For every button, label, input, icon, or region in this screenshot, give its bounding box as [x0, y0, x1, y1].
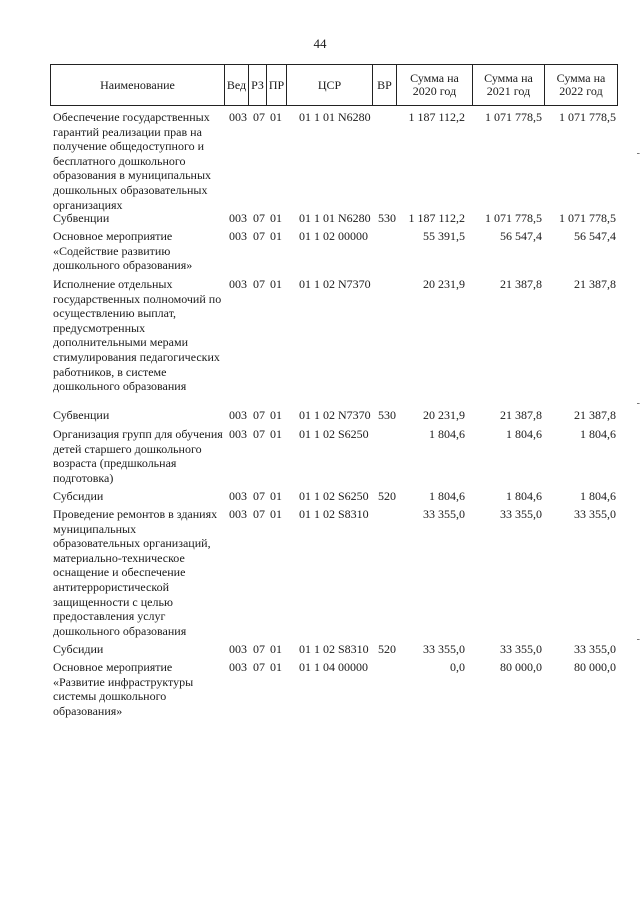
row-ved: 003 — [229, 277, 247, 291]
row-sum2022: 1 071 778,5 — [559, 110, 616, 124]
row-rz: 07 — [253, 277, 265, 291]
header-vr: ВР — [372, 64, 396, 106]
row-ved: 003 — [229, 427, 247, 441]
row-sum2020: 0,0 — [450, 660, 465, 674]
row-sum2022: 21 387,8 — [574, 277, 616, 291]
row-name: Основное мероприятие «Развитие инфраструктуры системы дошкольного образования» — [53, 660, 194, 718]
row-sum2022: 21 387,8 — [574, 408, 616, 422]
row-csr: 01 1 02 S8310 — [299, 642, 369, 656]
row-vr: 530 — [378, 408, 396, 422]
row-rz: 07 — [253, 110, 265, 124]
row-pr: 01 — [270, 507, 282, 521]
row-name: Проведение ремонтов в зданиях муниципальных образовательных организаций, материально-техническое оснащение и обеспечение антитеррористической защищенности с целью предоставления услуг дошкольного образования — [53, 507, 218, 638]
row-ved: 003 — [229, 408, 247, 422]
row-sum2022: 1 804,6 — [580, 427, 616, 441]
row-name: Исполнение отдельных государственных полномочий по осуществлению выплат, предусмотренных дополнительными мерами стимулирования педагогических работников, в системе дошкольного образования — [53, 277, 222, 394]
row-sum2022: 56 547,4 — [574, 229, 616, 243]
row-sum2021: 1 071 778,5 — [485, 211, 542, 225]
row-pr: 01 — [270, 229, 282, 243]
header-sum2021: Сумма на 2021 год — [472, 64, 544, 106]
row-ved: 003 — [229, 110, 247, 124]
scan-mark: ‑ — [636, 398, 640, 409]
row-sum2021: 1 804,6 — [506, 427, 542, 441]
row-rz: 07 — [253, 229, 265, 243]
row-pr: 01 — [270, 427, 282, 441]
row-ved: 003 — [229, 229, 247, 243]
row-name: Субсидии — [53, 642, 104, 656]
row-ved: 003 — [229, 660, 247, 674]
row-rz: 07 — [253, 660, 265, 674]
row-csr: 01 1 01 N6280 — [299, 110, 371, 124]
row-sum2021: 1 071 778,5 — [485, 110, 542, 124]
row-sum2021: 56 547,4 — [500, 229, 542, 243]
row-name: Обеспечение государственных гарантий реализации прав на получение общедоступного и бесплатного дошкольного образования в муниципальных дошкольных образовательных организациях — [53, 110, 212, 212]
header-pr: ПР — [266, 64, 286, 106]
row-vr: 520 — [378, 489, 396, 503]
row-csr: 01 1 02 S6250 — [299, 427, 369, 441]
header-sum2020: Сумма на 2020 год — [396, 64, 472, 106]
row-csr: 01 1 02 N7370 — [299, 408, 371, 422]
row-csr: 01 1 02 S6250 — [299, 489, 369, 503]
row-sum2022: 1 071 778,5 — [559, 211, 616, 225]
row-sum2021: 21 387,8 — [500, 408, 542, 422]
row-ved: 003 — [229, 642, 247, 656]
row-rz: 07 — [253, 211, 265, 225]
row-pr: 01 — [270, 277, 282, 291]
row-sum2020: 20 231,9 — [423, 408, 465, 422]
row-rz: 07 — [253, 507, 265, 521]
row-sum2020: 33 355,0 — [423, 507, 465, 521]
row-pr: 01 — [270, 408, 282, 422]
row-csr: 01 1 04 00000 — [299, 660, 368, 674]
header-name: Наименование — [50, 64, 224, 106]
row-sum2020: 1 187 112,2 — [408, 211, 465, 225]
row-sum2022: 80 000,0 — [574, 660, 616, 674]
row-sum2022: 1 804,6 — [580, 489, 616, 503]
row-csr: 01 1 02 S8310 — [299, 507, 369, 521]
row-pr: 01 — [270, 211, 282, 225]
header-ved: Вед — [224, 64, 248, 106]
row-sum2021: 33 355,0 — [500, 642, 542, 656]
row-vr: 520 — [378, 642, 396, 656]
row-csr: 01 1 02 N7370 — [299, 277, 371, 291]
row-name: Субсидии — [53, 489, 104, 503]
row-sum2021: 1 804,6 — [506, 489, 542, 503]
row-sum2021: 80 000,0 — [500, 660, 542, 674]
row-name: Основное мероприятие «Содействие развитию дошкольного образования» — [53, 229, 193, 273]
row-csr: 01 1 01 N6280 — [299, 211, 371, 225]
page-number: 44 — [313, 36, 327, 51]
row-vr: 530 — [378, 211, 396, 225]
row-name: Субвенции — [53, 211, 110, 225]
table-header — [50, 64, 618, 106]
row-sum2022: 33 355,0 — [574, 642, 616, 656]
row-rz: 07 — [253, 408, 265, 422]
row-sum2020: 20 231,9 — [423, 277, 465, 291]
header-rz: РЗ — [248, 64, 266, 106]
row-pr: 01 — [270, 489, 282, 503]
row-pr: 01 — [270, 642, 282, 656]
row-pr: 01 — [270, 660, 282, 674]
header-sum2022: Сумма на 2022 год — [544, 64, 618, 106]
row-rz: 07 — [253, 427, 265, 441]
row-rz: 07 — [253, 642, 265, 656]
row-sum2021: 21 387,8 — [500, 277, 542, 291]
row-sum2022: 33 355,0 — [574, 507, 616, 521]
row-sum2020: 1 187 112,2 — [408, 110, 465, 124]
row-ved: 003 — [229, 489, 247, 503]
row-sum2020: 33 355,0 — [423, 642, 465, 656]
row-sum2021: 33 355,0 — [500, 507, 542, 521]
row-pr: 01 — [270, 110, 282, 124]
row-ved: 003 — [229, 211, 247, 225]
row-name: Субвенции — [53, 408, 110, 422]
scan-mark: ‑ — [636, 148, 640, 159]
row-ved: 003 — [229, 507, 247, 521]
row-sum2020: 1 804,6 — [429, 427, 465, 441]
row-csr: 01 1 02 00000 — [299, 229, 368, 243]
header-csr: ЦСР — [286, 64, 372, 106]
row-name: Организация групп для обучения детей старшего дошкольного возраста (предшкольная подготовка) — [53, 427, 223, 485]
row-sum2020: 55 391,5 — [423, 229, 465, 243]
row-rz: 07 — [253, 489, 265, 503]
row-sum2020: 1 804,6 — [429, 489, 465, 503]
scan-mark: ‑ — [636, 634, 640, 645]
